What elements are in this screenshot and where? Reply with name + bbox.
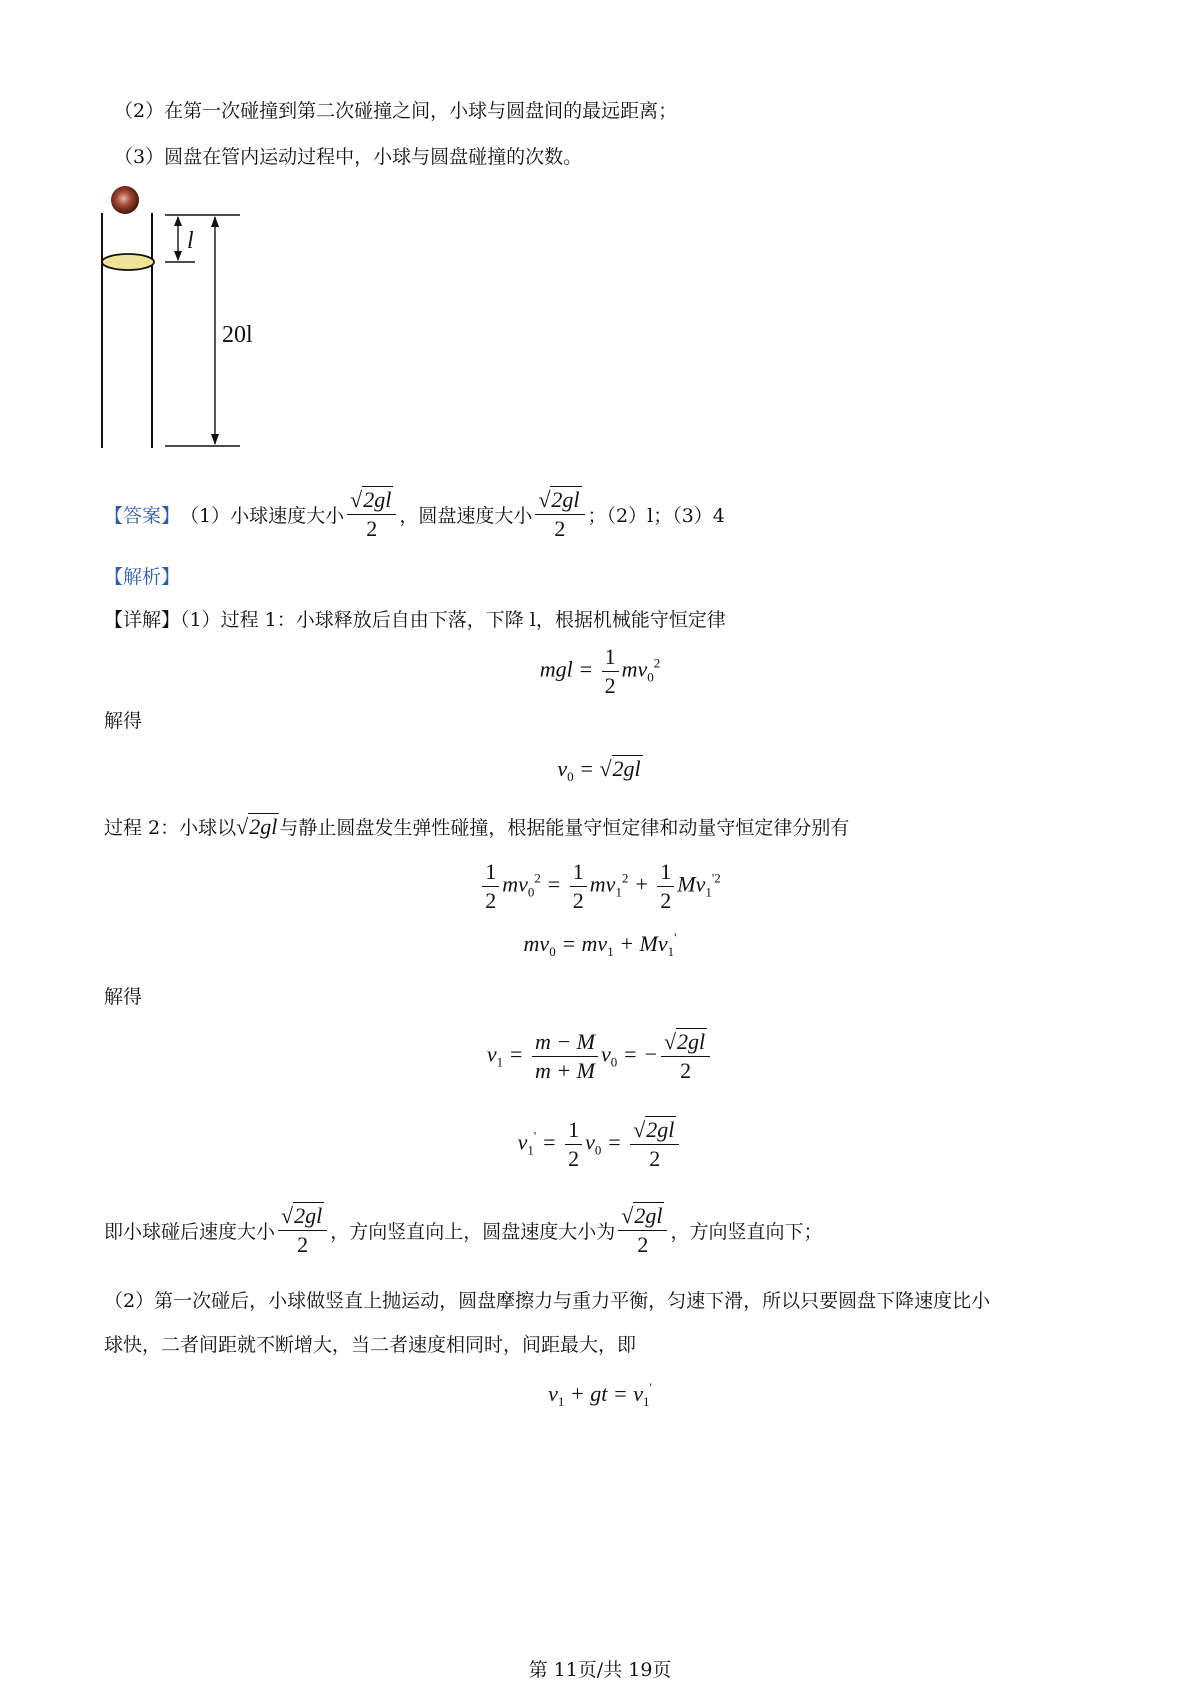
- jiede-1: 解得: [104, 710, 143, 732]
- process-2-a: 过程 2：小球以: [104, 817, 237, 839]
- ball: [111, 186, 139, 214]
- label-l: l: [187, 228, 194, 254]
- part2-line-1: （2）第一次碰后，小球做竖直上抛运动，圆盘摩擦力与重力平衡，匀速下滑，所以只要圆盘下降速度比小: [104, 1290, 991, 1312]
- answer-part1-b: ，圆盘速度大小: [399, 505, 533, 528]
- tube-figure: [95, 180, 275, 455]
- label-20l: 20l: [222, 322, 253, 348]
- detail-tag: 【详解】: [104, 609, 181, 631]
- process-2-b: 与静止圆盘发生弹性碰撞，根据能量守恒定律和动量守恒定律分别有: [279, 817, 850, 839]
- conclusion-a: 即小球碰后速度大小: [104, 1221, 276, 1244]
- detail-line-1: [104, 605, 726, 632]
- page-footer: 第 11页/共 19页: [528, 1659, 672, 1681]
- equation-energy-2: $\frac{1}{2}$ $mv_0^2$ = $\frac{1}{2}$ $mv_1^2$ + $\frac{1}{2}$ $Mv_1^{'2}$: [0, 860, 1200, 913]
- jiede-2: 解得: [104, 986, 143, 1008]
- answer-part1-a: （1）小球速度大小: [180, 505, 345, 528]
- process-2-line: 过程 2：小球以 √2gl 与静止圆盘发生弹性碰撞，根据能量守恒定律和动量守恒定律分别有: [104, 813, 850, 839]
- question-3: （3）圆盘在管内运动过程中，小球与圆盘碰撞的次数。: [114, 146, 583, 168]
- disc: [102, 254, 154, 270]
- conclusion-c: ，方向竖直向下；: [670, 1221, 823, 1244]
- part2-line-2: 球快，二者间距就不断增大，当二者速度相同时，间距最大，即: [104, 1334, 637, 1356]
- answer-tag: 【答案】: [104, 505, 181, 528]
- detail-text: （1）过程 1：小球释放后自由下落，下降 l，根据机械能守恒定律: [180, 609, 726, 631]
- analysis-tag: 【解析】: [104, 566, 181, 588]
- answer-line: [104, 488, 725, 541]
- question-2: （2）在第一次碰撞到第二次碰撞之间，小球与圆盘间的最远距离；: [114, 100, 678, 122]
- equation-equal-speed: $v_1$ + gt = $v_1'$: [548, 1380, 652, 1409]
- conclusion-b: ，方向竖直向上，圆盘速度大小为: [330, 1221, 616, 1244]
- answer-fraction-ball: $\frac{√2gl}{2}$: [347, 488, 396, 541]
- equation-v1-prime: $v_1'$ = $\frac{1}{2}$ $v_0$ = $\frac{√2gl}{2}$: [0, 1118, 1200, 1171]
- equation-v0: $v_0 = √2gl$: [557, 756, 641, 784]
- answer-rest: ；（2）l；（3）4: [587, 505, 725, 528]
- conclusion-line: 即小球碰后速度大小 $\frac{√2gl}{2}$ ，方向竖直向上，圆盘速度大小为 $\frac{√2gl}{2}$ ，方向竖直向下；: [104, 1203, 823, 1258]
- equation-energy-1: mgl = $\frac{1}{2}$ $mv_0^2$: [539, 644, 661, 699]
- equation-momentum: $mv_0 = mv_1 + Mv_1'$: [523, 930, 677, 959]
- answer-fraction-disc: $\frac{√2gl}{2}$: [535, 488, 584, 541]
- equation-v1: $v_1$ = $\frac{m - M}{m + M}$ $v_0$ = − $\frac{√2gl}{2}$: [0, 1030, 1200, 1083]
